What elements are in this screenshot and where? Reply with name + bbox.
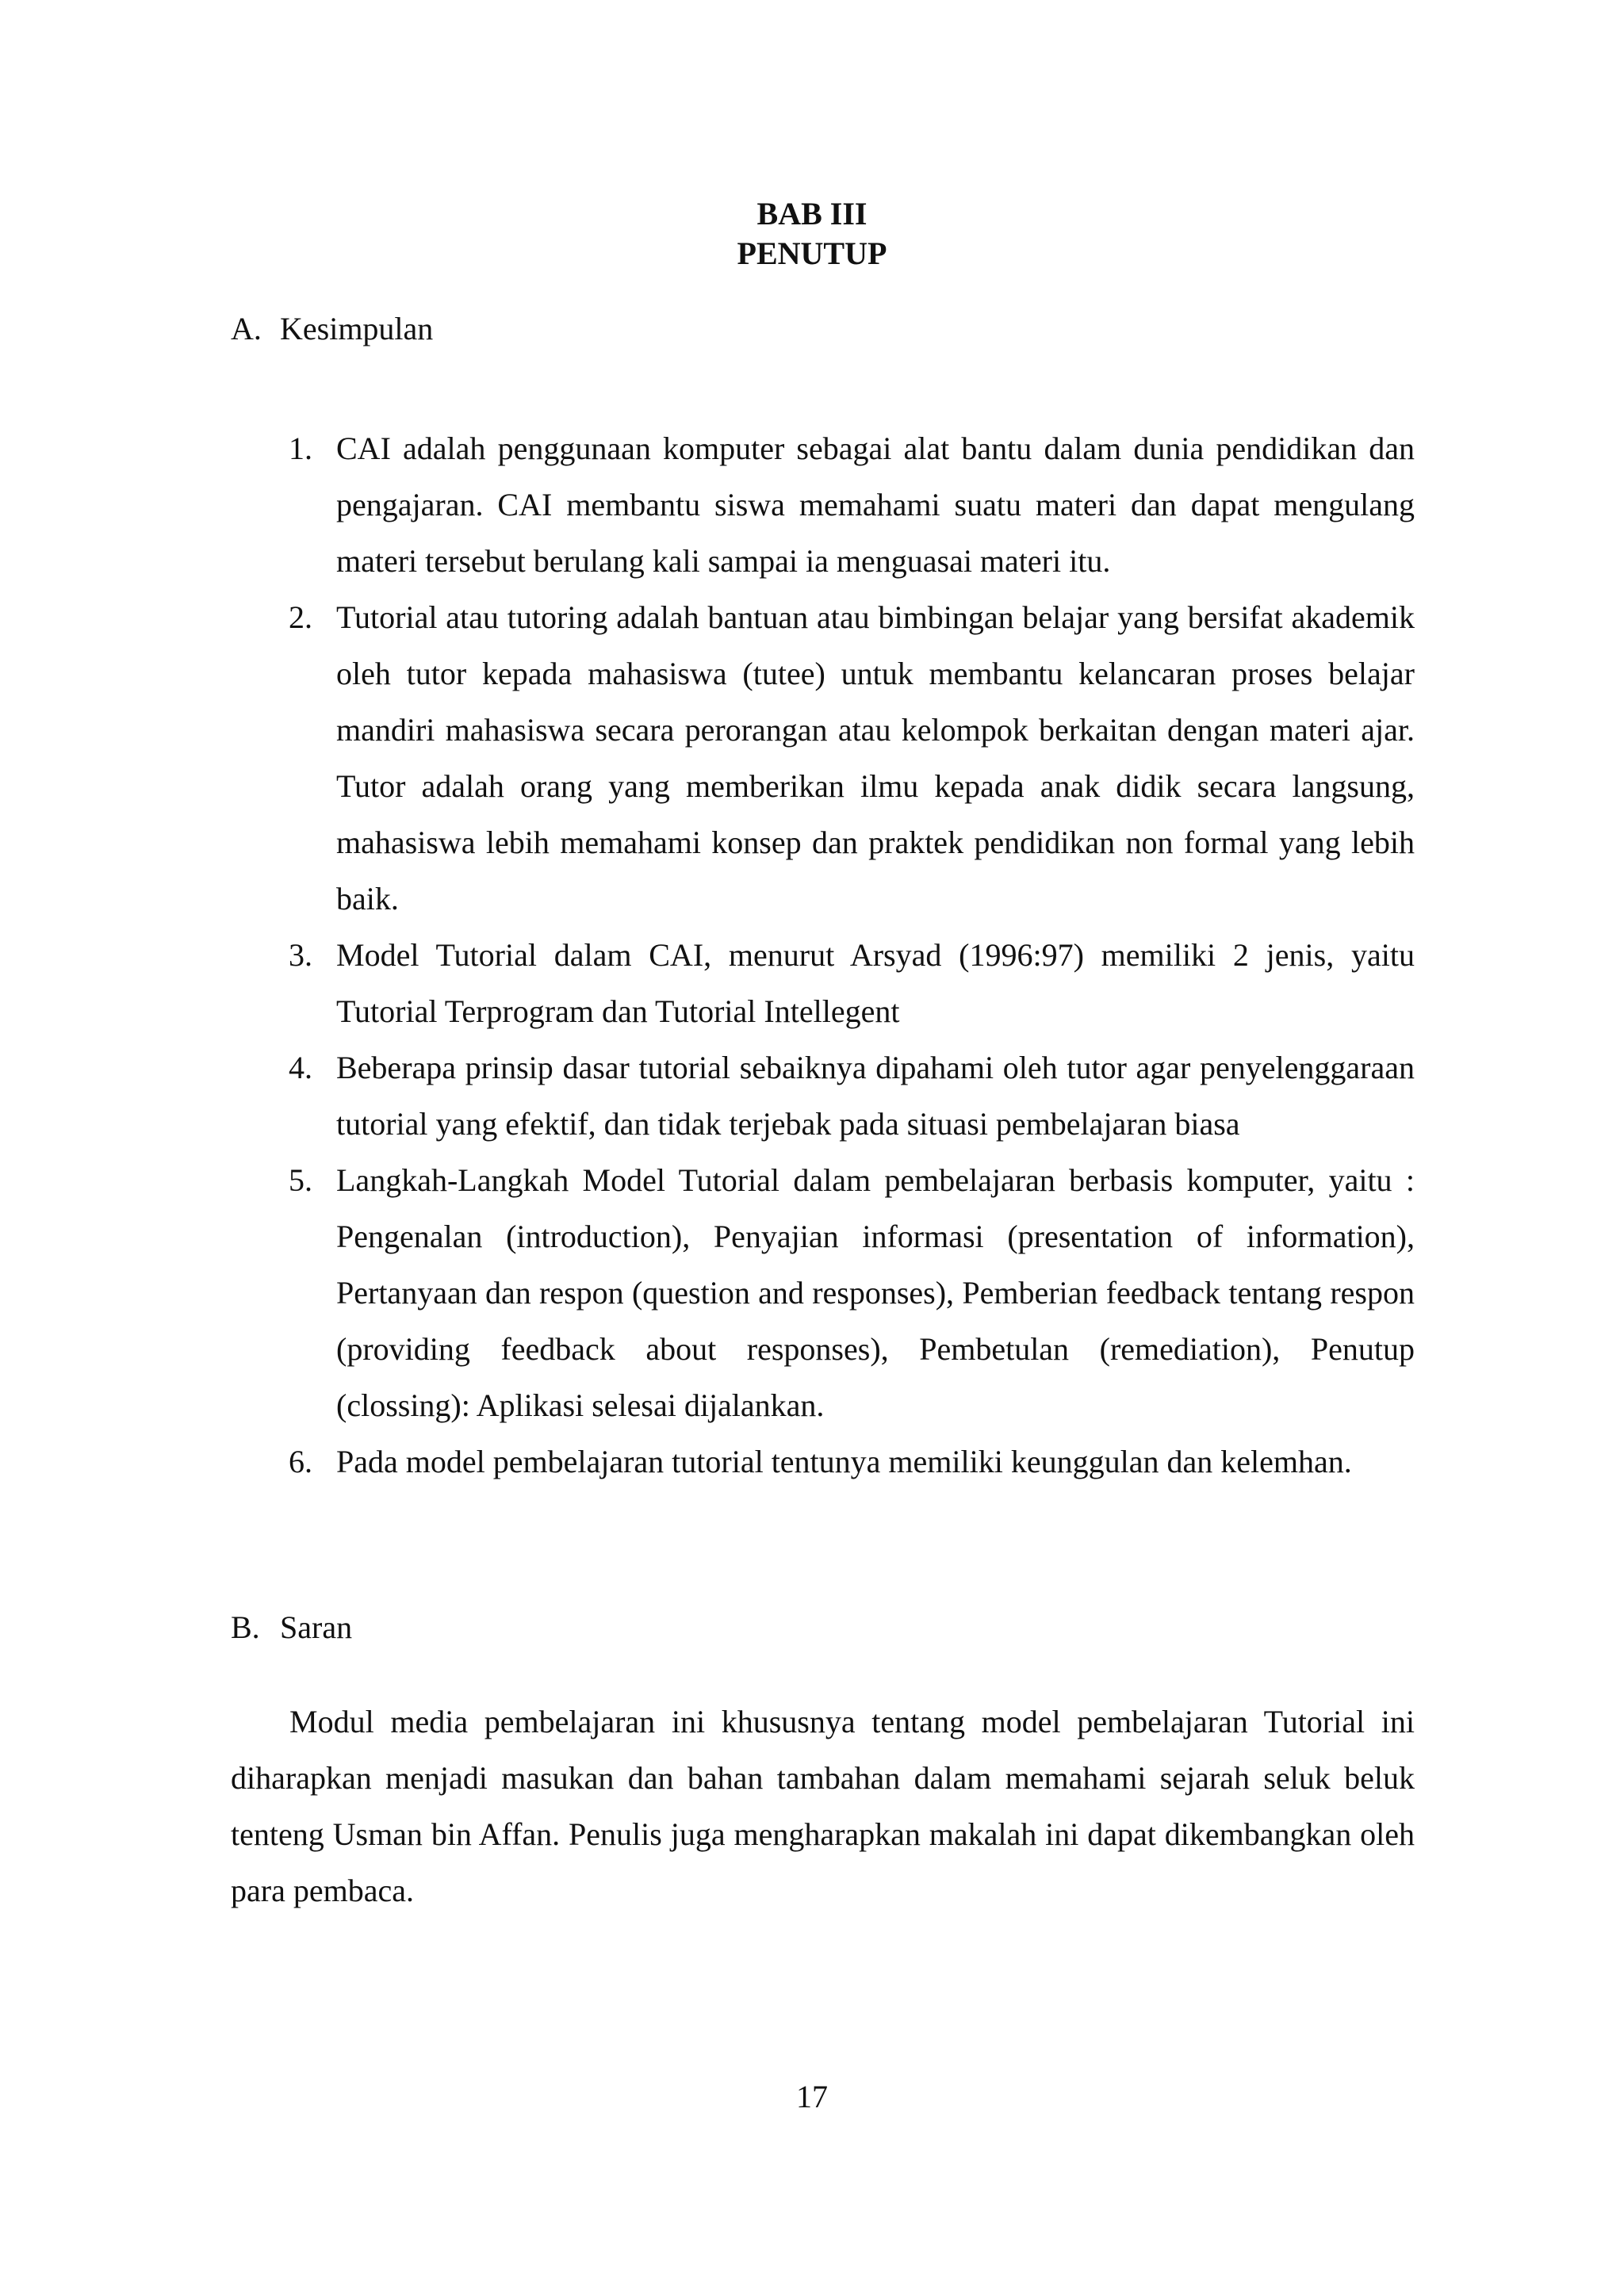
list-item-text: Beberapa prinsip dasar tutorial sebaiknya dipahami oleh tutor agar penyelenggaraan tutorial yang efektif, dan tidak terjebak pada situasi pembelajaran biasa [336, 1050, 1415, 1142]
section-letter: A. [231, 311, 262, 346]
list-item-text: Model Tutorial dalam CAI, menurut Arsyad (1996:97) memiliki 2 jenis, yaitu Tutorial Terprogram dan Tutorial Intellegent [336, 937, 1415, 1029]
section-heading-kesimpulan [231, 309, 433, 349]
list-item [289, 1039, 1415, 1152]
saran-paragraph: Modul media pembelajaran ini khususnya tentang model pembelajaran Tutorial ini diharapkan menjadi masukan dan bahan tambahan dalam memahami sejarah seluk beluk tenteng Usman bin Affan. Penulis juga mengharapkan makalah ini dapat dikembangkan oleh para pembaca. [231, 1704, 1415, 1908]
list-item-text: Tutorial atau tutoring adalah bantuan atau bimbingan belajar yang bersifat akademik oleh tutor kepada mahasiswa (tutee) untuk membantu kelancaran proses belajar mandiri mahasiswa secara perorangan atau kelompok berkaitan dengan materi ajar. Tutor adalah orang yang memberikan ilmu kepada anak didik secara langsung, mahasiswa lebih memahami konsep dan praktek pendidikan non formal yang lebih baik. [336, 599, 1415, 916]
chapter-number: BAB III [756, 196, 868, 232]
list-item-text: Langkah-Langkah Model Tutorial dalam pembelajaran berbasis komputer, yaitu : Pengenalan (introduction), Penyajian informasi (presentation of information), Pertanyaan dan respon (question and responses), Pemberian feedback tentang respon (providing feedback about responses), Pembetulan (remediation), Penutup (clossing): Aplikasi selesai dijalankan. [336, 1162, 1415, 1423]
list-item-number: 2. [289, 599, 312, 635]
page-number: 17 [796, 2079, 828, 2114]
list-item-text: CAI adalah penggunaan komputer sebagai alat bantu dalam dunia pendidikan dan pengajaran. CAI membantu siswa memahami suatu materi dan dapat mengulang materi tersebut berulang kali sampai ia menguasai materi itu. [336, 430, 1415, 579]
list-item-number: 5. [289, 1162, 312, 1198]
list-item-number: 6. [289, 1444, 312, 1479]
list-item-number: 3. [289, 937, 312, 973]
list-item [289, 1433, 1415, 1490]
section-letter: B. [231, 1609, 260, 1645]
section-title: Saran [280, 1609, 353, 1645]
conclusion-list [289, 420, 1415, 1490]
list-item-number: 4. [289, 1050, 312, 1085]
section-heading-saran [231, 1608, 352, 1647]
chapter-title: PENUTUP [737, 235, 887, 271]
list-item [289, 1152, 1415, 1433]
chapter-heading [0, 194, 1624, 274]
list-item [289, 589, 1415, 927]
list-item [289, 927, 1415, 1039]
list-item-number: 1. [289, 430, 312, 466]
list-item-text: Pada model pembelajaran tutorial tentunya memiliki keunggulan dan kelemhan. [336, 1444, 1352, 1479]
list-item [289, 420, 1415, 589]
section-title: Kesimpulan [280, 311, 434, 346]
